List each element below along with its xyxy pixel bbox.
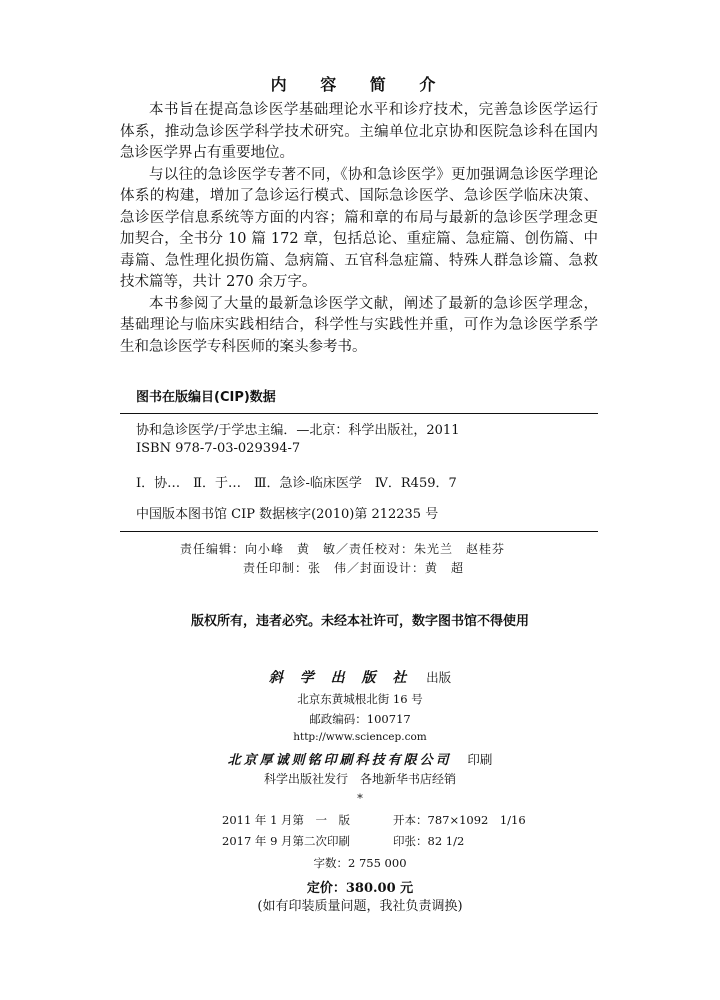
copyright-notice: 版权所有，违者必究。未经本社许可，数字图书馆不得使用: [190, 614, 529, 629]
printer-line: [0, 749, 720, 768]
cip-top-rule: [120, 413, 598, 414]
separator-asterisk: *: [357, 791, 363, 805]
publisher-url: http://www.sciencep.com: [293, 731, 427, 743]
price: 定价：380.00 元: [306, 881, 414, 896]
quality-notice: (如有印装质量问题，我社负责调换): [257, 899, 463, 914]
printer-action: 印刷: [467, 752, 493, 767]
cip-classification: Ⅰ．协… Ⅱ．于… Ⅲ．急诊-临床医学 Ⅳ．R459．7: [136, 476, 457, 491]
cip-heading: 图书在版编目(CIP)数据: [136, 390, 276, 405]
publisher-postcode: 邮政编码：100717: [309, 712, 411, 726]
summary-paragraph: 本书参阅了大量的最新急诊医学文献，阐述了最新的急诊医学理念，基础理论与临床实践相结合，科学性与实践性并重，可作为急诊医学系学生和急诊医学专科医师的案头参考书。: [120, 295, 598, 355]
cip-title-line: 协和急诊医学/于学忠主编．—北京：科学出版社，2011: [136, 423, 460, 438]
summary-body: [120, 100, 598, 358]
cip-bottom-rule: [120, 531, 598, 532]
cip-isbn: ISBN 978-7-03-029394-7: [136, 441, 301, 456]
printing-date: 2017 年 9 月第二次印刷: [222, 834, 351, 848]
staff-editors: 责任编辑：向小峰 黄 敏／责任校对：朱光兰 赵桂芬: [180, 542, 506, 556]
page-format: 开本：787×1092 1/16: [393, 813, 526, 827]
word-count: 字数：2 755 000: [313, 856, 407, 870]
distribution-line: 科学出版社发行 各地新华书店经销: [263, 772, 456, 786]
publisher-action: 出版: [426, 670, 452, 685]
publisher-name: 斜 学 出 版 社: [268, 670, 413, 686]
cip-record-number: 中国版本图书馆 CIP 数据核字(2010)第 212235 号: [136, 507, 439, 522]
publisher-line: [0, 667, 720, 687]
edition-date: 2011 年 1 月第 一 版: [222, 813, 351, 827]
summary-paragraph: 本书旨在提高急诊医学基础理论水平和诊疗技术，完善急诊医学运行体系，推动急诊医学科学技术研究。主编单位北京协和医院急诊科在国内急诊医学界占有重要地位。: [120, 102, 598, 161]
publisher-address: 北京东黄城根北街 16 号: [297, 692, 423, 706]
summary-paragraph: 与以往的急诊医学专著不同，《协和急诊医学》更加强调急诊医学理论体系的构建，增加了急诊运行模式、国际急诊医学、急诊医学临床决策、急诊医学信息系统等方面的内容；篇和章的布局与最新的急诊医学理念更加契合，全书分 10 篇 172 章，包括总论、重症篇、急症篇、创伤篇、中毒篇、急性理化损伤篇、急病篇、五官科急症篇、特殊人群急诊篇、急救技术篇等，共计 270 余万字。: [120, 166, 598, 290]
summary-title: 内 容 简 介: [270, 75, 450, 94]
printer-name: 北京厚诚则铭印刷科技有限公司: [227, 753, 452, 768]
staff-production: 责任印制：张 伟／封面设计：黄 超: [243, 561, 465, 575]
printed-sheets: 印张：82 1/2: [393, 834, 465, 848]
